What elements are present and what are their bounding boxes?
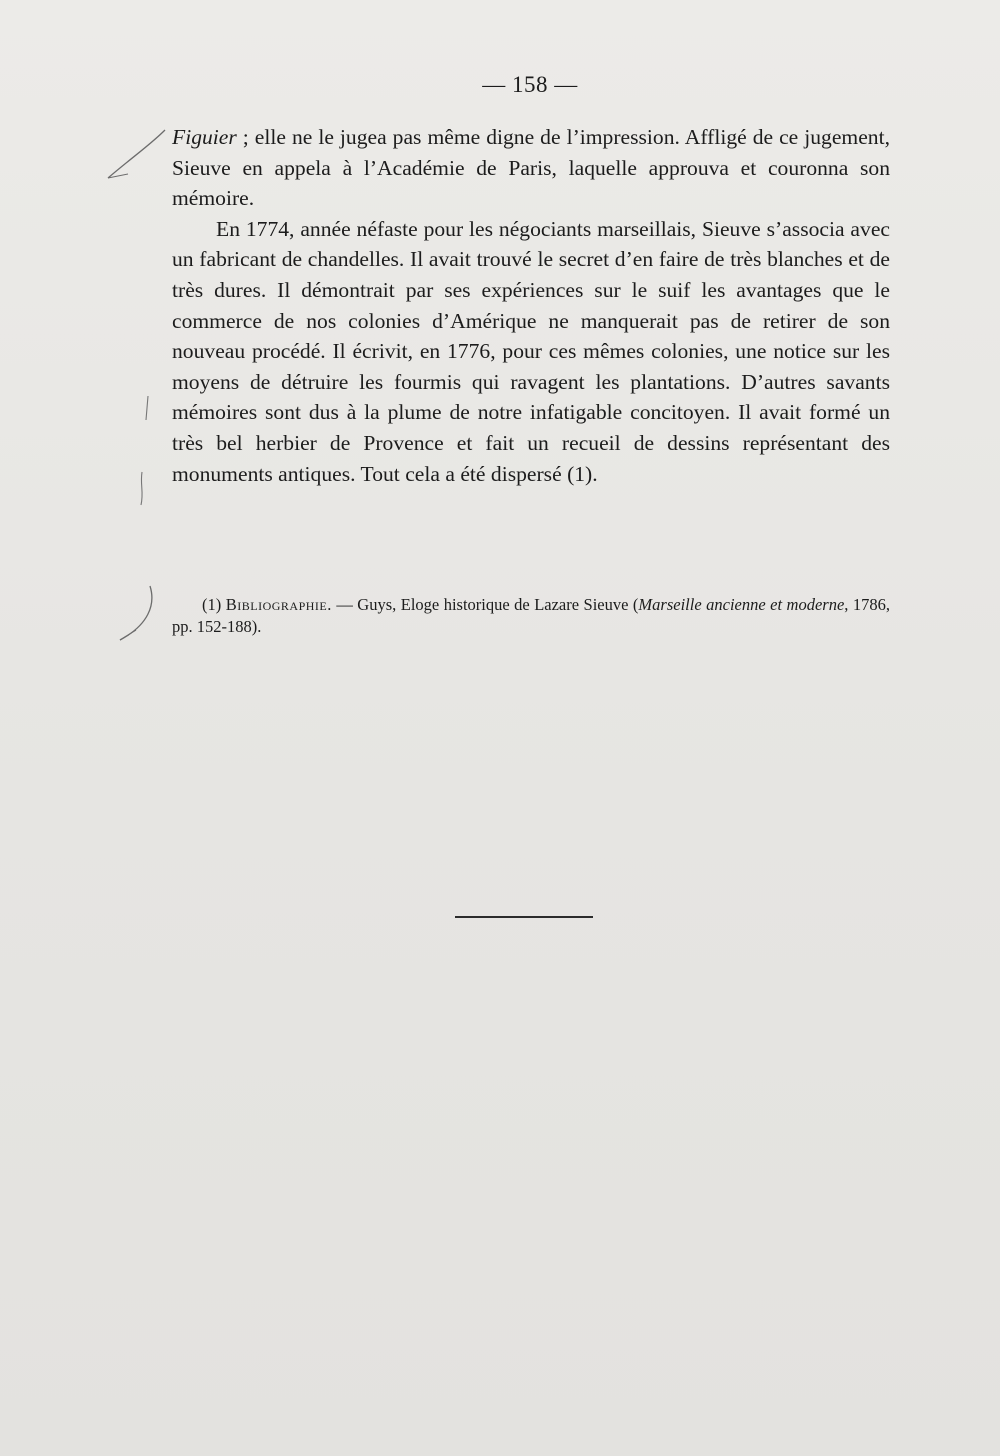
footnote-marker: (1)	[202, 595, 222, 614]
footnote-text: — Guys, Eloge historique de Lazare Sieuve (	[331, 595, 639, 614]
closing-rule	[455, 916, 593, 918]
footnote-tail: , 1786, pp. 152-188).	[172, 595, 891, 636]
pencil-mark-top-tick	[108, 174, 128, 178]
italic-word-figuier: Figuier	[172, 125, 237, 149]
footnote	[172, 594, 890, 638]
page-number: — 158 —	[482, 72, 578, 97]
pencil-mark-mid2	[141, 472, 142, 505]
pencil-mark-bottom	[120, 586, 152, 640]
pencil-mark-mid	[146, 396, 148, 420]
body-text	[172, 122, 890, 489]
paragraph-1-text: ; elle ne le jugea pas même digne de l’impression. Affligé de ce jugement, Sieuve en appela à l’Académie de Paris, laquelle approuva et couronna son mémoire.	[172, 125, 890, 211]
pencil-mark-top	[108, 130, 165, 178]
paragraph-2: En 1774, année néfaste pour les négociants marseillais, Sieuve s’associa avec un fabricant de chandelles. Il avait trouvé le secret d’en faire de très blanches et de très dures. Il démontrait par ses expériences sur le suif les avantages que le commerce de nos colonies d’Amérique ne manquerait pas de retirer de son nouveau procédé. Il écrivit, en 1776, pour ces mêmes colonies, une notice sur les moyens de détruire les fourmis qui ravagent les plantations. D’autres savants mémoires sont dus à la plume de notre infatigable concitoyen. Il avait formé un très bel herbier de Provence et fait un recueil de dessins représentant des monuments antiques. Tout cela a été dispersé (1).	[172, 216, 890, 486]
footnote-label: Bibliographie.	[225, 595, 332, 614]
footnote-italic-title: Marseille ancienne et moderne	[638, 595, 845, 614]
pencil-mark-bottom-tick	[120, 630, 136, 640]
paragraph-1	[172, 122, 890, 214]
